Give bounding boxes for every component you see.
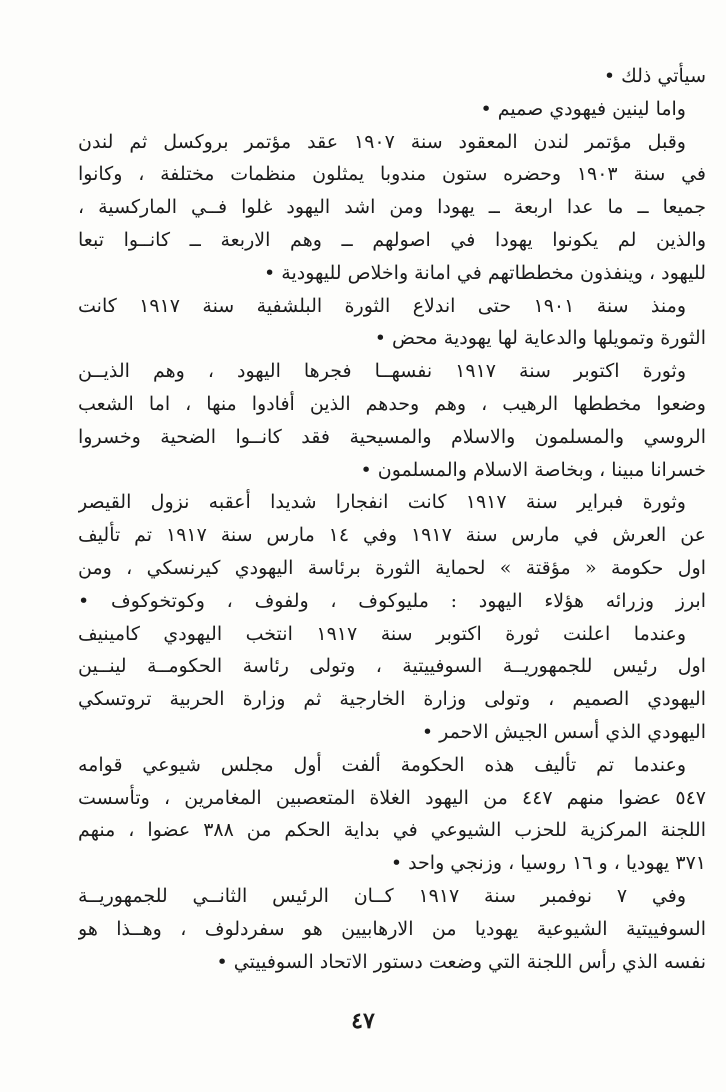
text-line: الثورة وتمويلها والدعاية لها يهودية محض • xyxy=(374,327,706,350)
text-line: والذين لم يكونوا يهودا في اصولهم ــ وهم الاربعة ــ كانــوا تبعا xyxy=(78,228,706,251)
text-line: عن العرش في مارس سنة ١٩١٧ وفي ١٤ مارس سنة ١٩١٧ تم تأليف xyxy=(78,524,706,547)
text-line: اليهودي الصميم ، وتولى وزارة الخارجية ثم وزارة الحربية تروتسكي xyxy=(78,688,706,711)
text-line: وعندما اعلنت ثورة اكتوبر سنة ١٩١٧ انتخب اليهودي كامينيف xyxy=(78,622,686,645)
page-number: ٤٧ xyxy=(351,1008,375,1034)
text-line: وعندما تم تأليف هذه الحكومة ألفت أول مجلس شيوعي قوامه xyxy=(78,753,686,776)
body-text xyxy=(78,60,706,978)
text-line: الروسي والمسلمون والاسلام والمسيحية فقد كانــوا الضحية وخسروا xyxy=(78,425,706,448)
text-line: وفي ٧ نوفمبر سنة ١٩١٧ كــان الرئيس الثانــي للجمهوريــة xyxy=(78,884,686,907)
text-line: وثورة اكتوبر سنة ١٩١٧ نفسهــا فجرها اليهود ، وهم الذيــن xyxy=(78,360,687,383)
text-line: ٣٧١ يهوديا ، و ١٦ روسيا ، وزنجي واحد • xyxy=(390,852,706,875)
text-line: وقبل مؤتمر لندن المعقود سنة ١٩٠٧ عقد مؤتمر بروكسل ثم لندن xyxy=(78,130,686,153)
text-line: اول رئيس للجمهوريــة السوفييتية ، وتولى رئاسة الحكومــة لينــين xyxy=(78,655,706,678)
text-line: ومنذ سنة ١٩٠١ حتى اندلاع الثورة البلشفية سنة ١٩١٧ كانت xyxy=(78,294,686,317)
text-line: السوفييتية الشيوعية يهوديا من الارهابيين هو سفردلوف ، وهــذا هو xyxy=(78,917,706,940)
text-line: خسرانا مبينا ، وبخاصة الاسلام والمسلمون • xyxy=(360,458,706,481)
text-line: ٥٤٧ عضوا منهم ٤٤٧ من اليهود الغلاة المتعصبين المغامرين ، وتأسست xyxy=(78,786,706,809)
text-line: وثورة فبراير سنة ١٩١٧ كانت انفجارا شديدا أعقبه نزول القيصر xyxy=(78,491,686,514)
text-line: اليهودي الذي أسس الجيش الاحمر • xyxy=(421,720,706,743)
text-line: ابرز وزرائه هؤلاء اليهود : مليوكوف ، ولفوف ، وكوتخوكوف • xyxy=(78,589,706,612)
text-line: اللجنة المركزية للحزب الشيوعي في بداية الحكم من ٣٨٨ عضوا ، منهم xyxy=(78,819,706,842)
text-line: وضعوا مخططها الرهيب ، وهم وحدهم الذين أفادوا منها ، اما الشعب xyxy=(78,392,706,415)
text-line: في سنة ١٩٠٣ وحضره ستون مندوبا يمثلون منظمات مختلفة ، وكانوا xyxy=(78,163,706,186)
text-line: سيأتي ذلك • xyxy=(603,65,706,87)
text-line: اول حكومة « مؤقتة » لحماية الثورة برئاسة اليهودي كيرنسكي ، ومن xyxy=(78,556,706,579)
text-line: واما لينين فيهودي صميم • xyxy=(480,97,686,120)
text-line: نفسه الذي رأس اللجنة التي وضعت دستور الاتحاد السوفييتي • xyxy=(216,950,706,973)
text-line: لليهود ، وينفذون مخططاتهم في امانة واخلاص لليهودية • xyxy=(264,261,706,284)
text-line: جميعا ــ ما عدا اربعة ــ يهودا ومن اشد اليهود غلوا فــي الماركسية ، xyxy=(78,196,706,219)
